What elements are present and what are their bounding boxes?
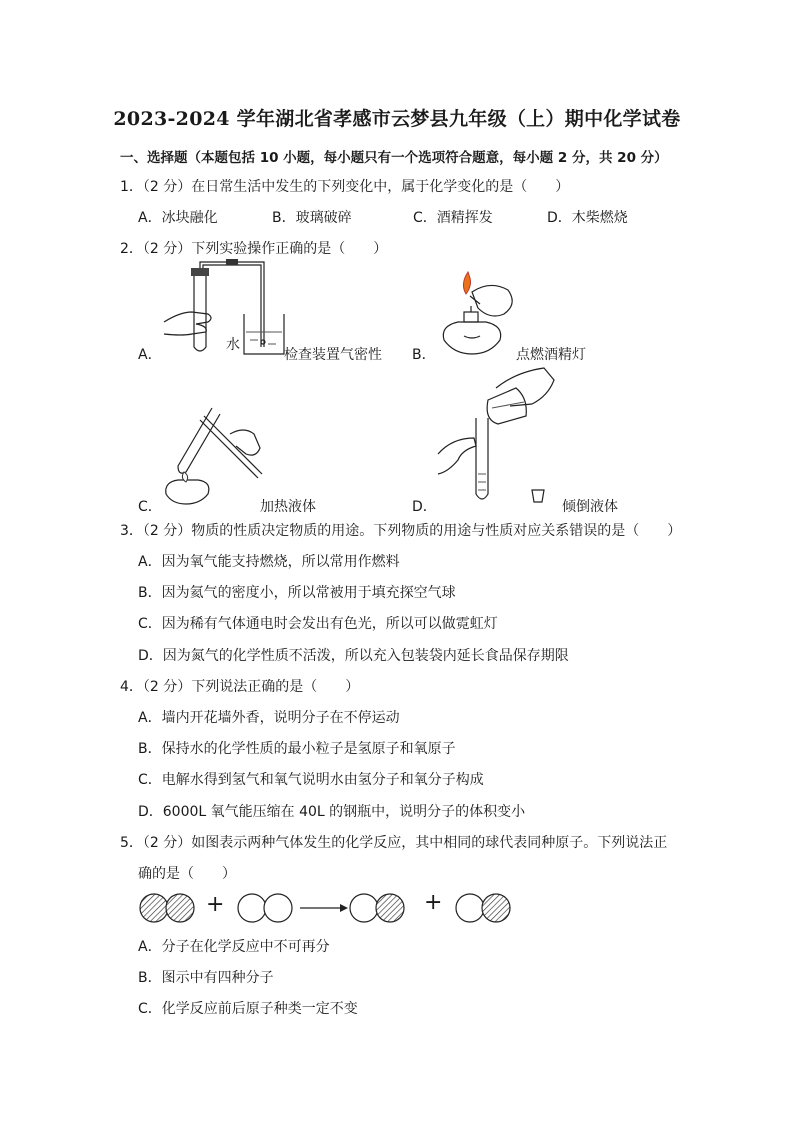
white-atom — [264, 894, 292, 922]
q3-option-d[interactable]: D．因为氮气的化学性质不活泼，所以充入包装袋内延长食品保存期限 — [138, 648, 569, 664]
hatched-atom — [376, 894, 404, 922]
hatched-atom — [140, 894, 168, 922]
q5-option-c[interactable]: C．化学反应前后原子种类一定不变 — [138, 1001, 358, 1017]
question-5-stem-line-2: 确的是（ ） — [138, 866, 236, 882]
q2-label-b[interactable]: B． — [412, 347, 436, 363]
question-3-stem: 3．（2 分）物质的性质决定物质的用途。下列物质的用途与性质对应关系错误的是（ ） — [120, 523, 682, 539]
plus-sign-1: + — [206, 892, 225, 917]
q5-option-b[interactable]: B．图示中有四种分子 — [138, 970, 274, 986]
q2-caption-a: 检查装置气密性 — [284, 347, 382, 363]
water-label: 水 — [226, 337, 240, 353]
white-atom — [238, 894, 266, 922]
hatched-atom — [166, 894, 194, 922]
question-2-stem: 2．（2 分）下列实验操作正确的是（ ） — [120, 241, 388, 257]
q4-option-c[interactable]: C．电解水得到氢气和氧气说明水由氢分子和氧分子构成 — [138, 772, 484, 788]
pouring-liquid-figure — [436, 364, 566, 510]
question-5-stem-line-1: 5．（2 分）如图表示两种气体发生的化学反应，其中相同的球代表同种原子。下列说法正 — [120, 835, 668, 851]
q4-option-d[interactable]: D．6000L 氧气能压缩在 40L 的钢瓶中，说明分子的体积变小 — [138, 804, 526, 820]
q3-option-c[interactable]: C．因为稀有气体通电时会发出有色光，所以可以做霓虹灯 — [138, 616, 498, 632]
q2-caption-b: 点燃酒精灯 — [516, 347, 586, 363]
question-4-stem: 4．（2 分）下列说法正确的是（ ） — [120, 679, 360, 695]
q4-option-a[interactable]: A．墙内开花墙外香，说明分子在不停运动 — [138, 710, 400, 726]
airtightness-check-figure — [160, 262, 290, 362]
question-1-stem: 1．（2 分）在日常生活中发生的下列变化中，属于化学变化的是（ ） — [120, 179, 570, 195]
q1-option-a[interactable]: A．冰块融化 — [138, 210, 218, 226]
q5-option-a[interactable]: A．分子在化学反应中不可再分 — [138, 939, 330, 955]
q2-caption-d: 倾倒液体 — [562, 499, 618, 515]
q1-option-c[interactable]: C．酒精挥发 — [413, 210, 493, 226]
section-heading: 一、选择题（本题包括 10 小题，每小题只有一个选项符合题意，每小题 2 分，共 20 分） — [120, 150, 668, 166]
reaction-arrow-head — [340, 904, 348, 912]
alcohol-lamp-lighting-figure — [430, 266, 530, 362]
q2-label-d[interactable]: D． — [412, 499, 437, 515]
reaction-molecule-diagram — [136, 890, 526, 926]
q1-option-b[interactable]: B．玻璃破碎 — [272, 210, 352, 226]
q1-option-d[interactable]: D．木柴燃烧 — [547, 210, 628, 226]
q2-caption-c: 加热液体 — [260, 499, 316, 515]
q4-option-b[interactable]: B．保持水的化学性质的最小粒子是氢原子和氧原子 — [138, 741, 456, 757]
heating-liquid-figure — [160, 404, 270, 510]
q2-label-a[interactable]: A． — [138, 347, 162, 363]
plus-sign-2: + — [424, 890, 443, 915]
hatched-atom — [482, 894, 510, 922]
q3-option-a[interactable]: A．因为氧气能支持燃烧，所以常用作燃料 — [138, 554, 400, 570]
q3-option-b[interactable]: B．因为氦气的密度小，所以常被用于填充探空气球 — [138, 585, 456, 601]
white-atom — [350, 894, 378, 922]
q2-label-c[interactable]: C． — [138, 499, 162, 515]
white-atom — [456, 894, 484, 922]
page-title: 2023-2024 学年湖北省孝感市云梦县九年级（上）期中化学试卷 — [113, 108, 681, 130]
